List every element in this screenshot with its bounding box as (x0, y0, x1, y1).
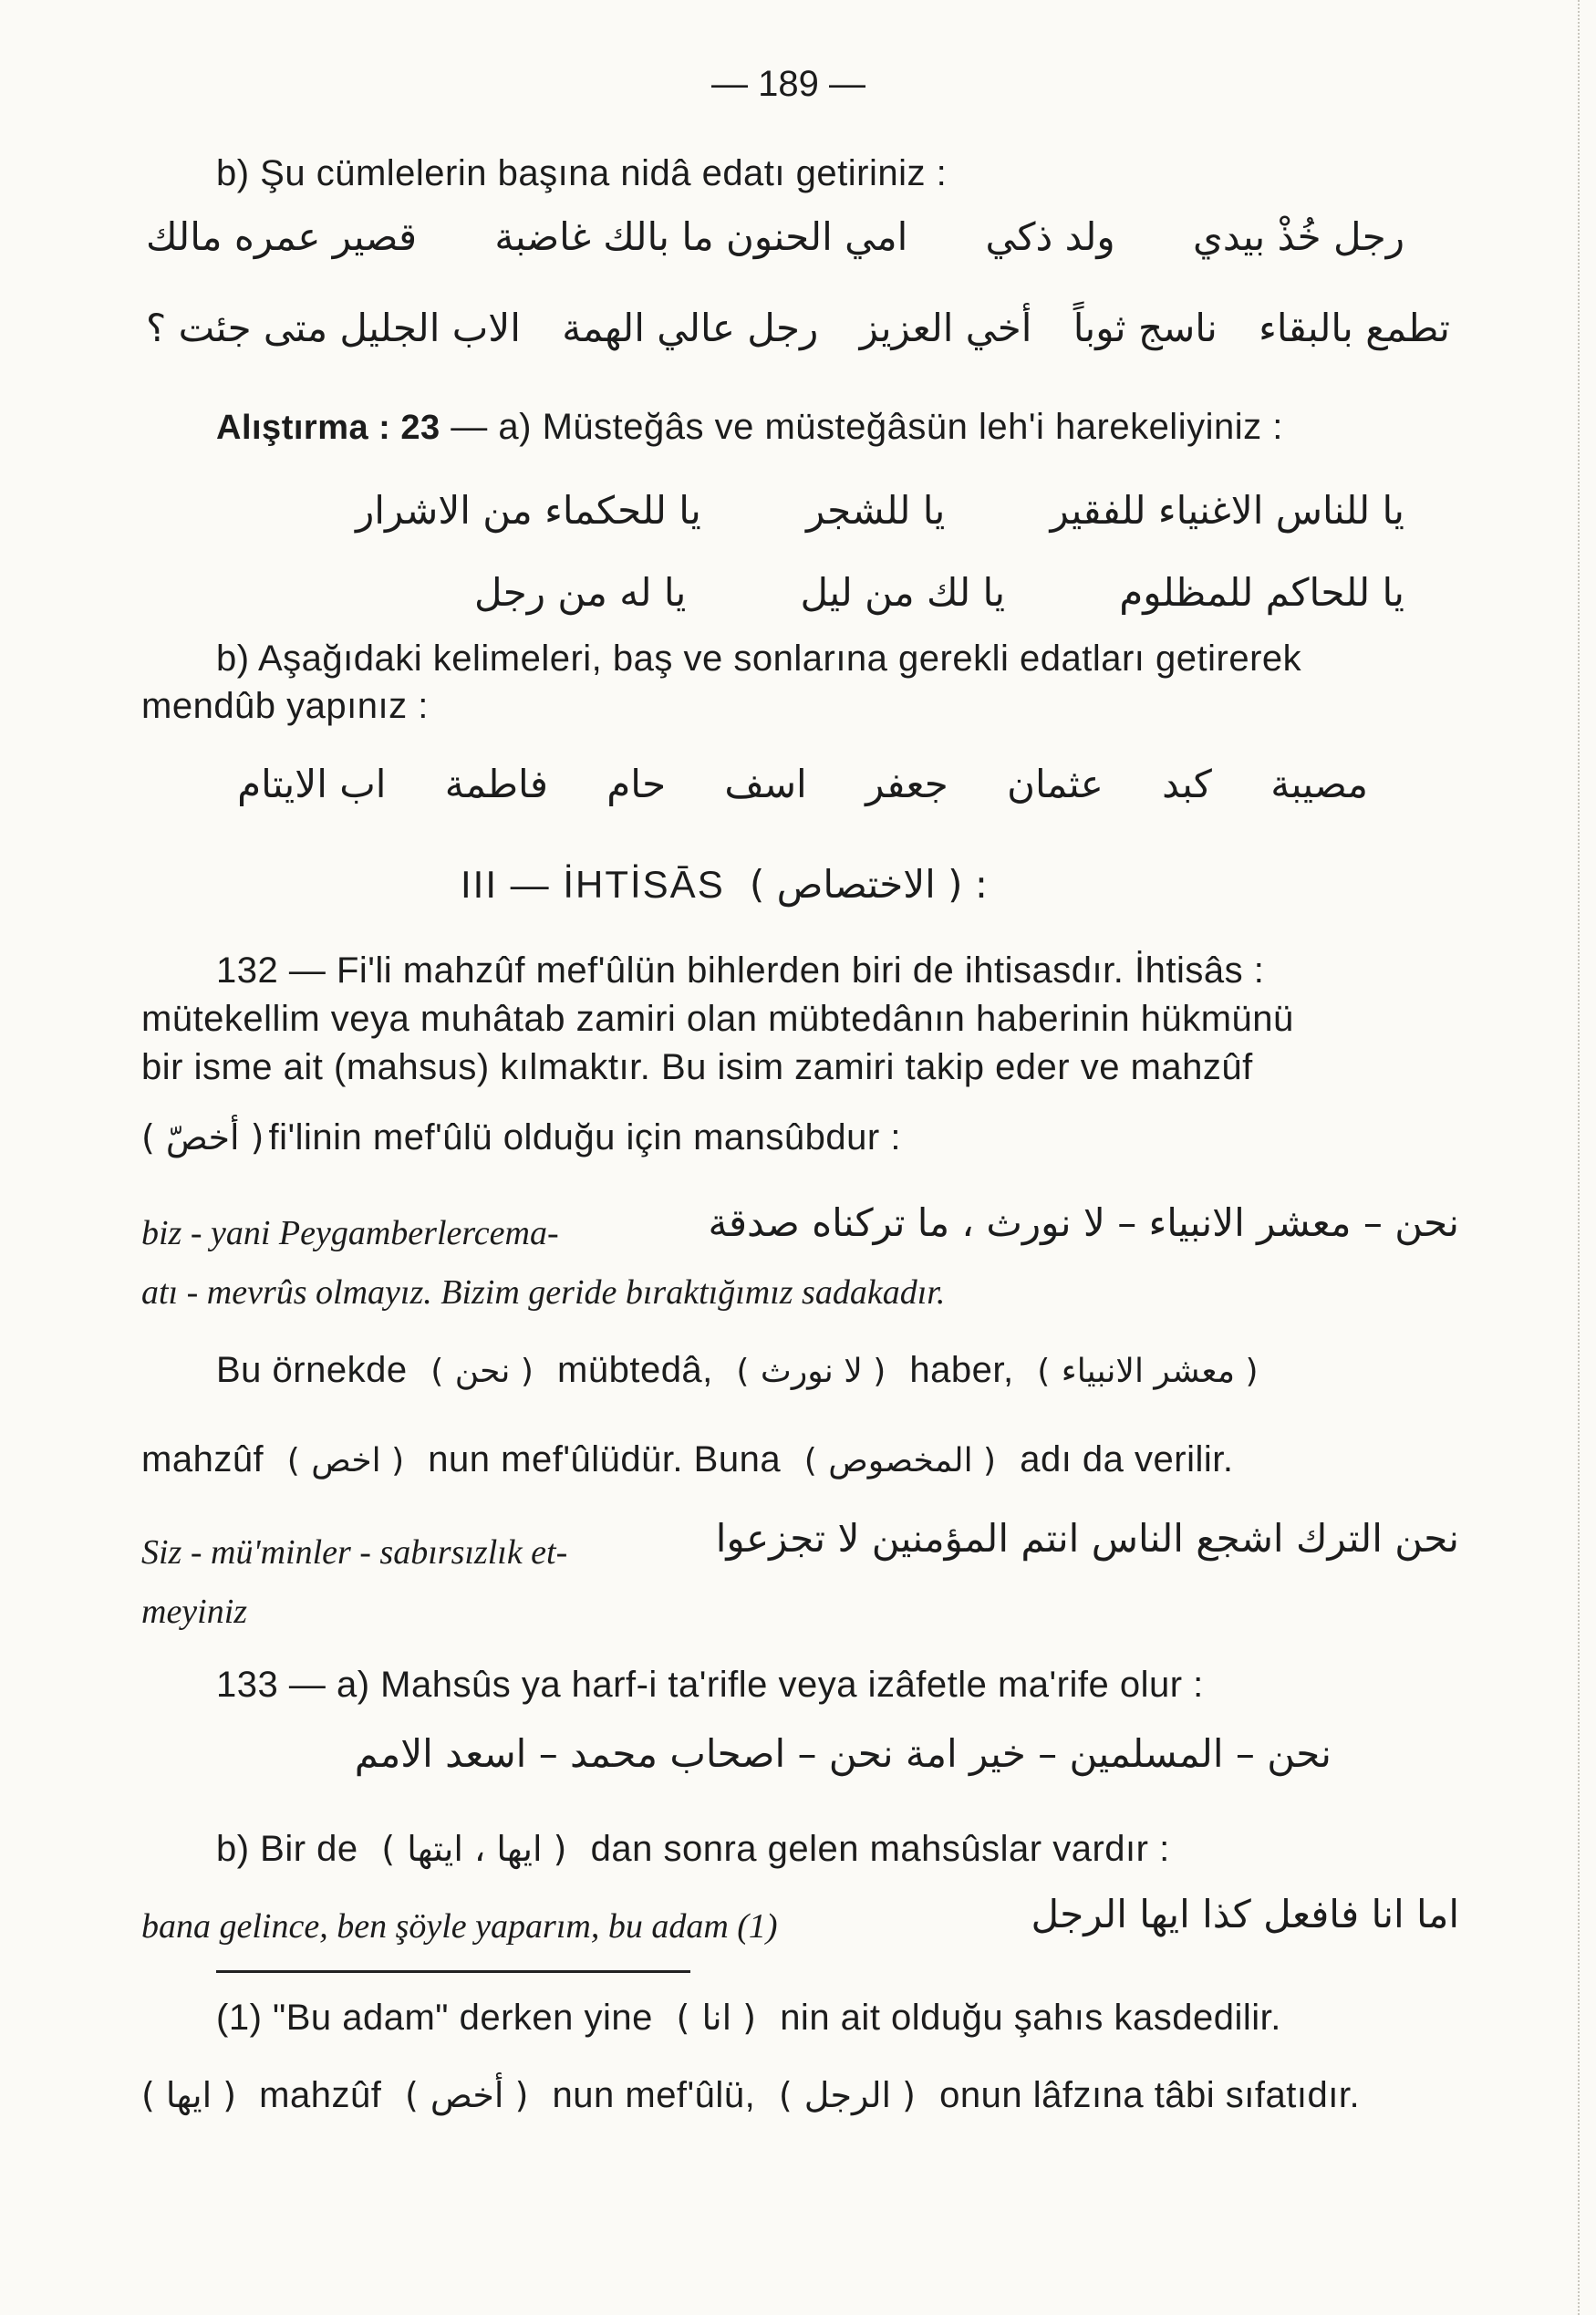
example-1-translation: biz - yani Peygamberlercema- (141, 1214, 559, 1252)
nida-row-2 (146, 306, 1450, 350)
example-3-arabic: اما انا فافعل كذا ايها الرجل (1031, 1892, 1459, 1936)
arabic-phrase: يا للشجر (806, 488, 946, 533)
mendub-words (237, 762, 1368, 806)
para-133-line-1: 133 — a) Mahsûs ya harf-i ta'rifle veya izâfetle ma'rife olur : (216, 1665, 1204, 1705)
example-3-translation: bana gelince, ben şöyle yaparım, bu adam (1) (141, 1907, 778, 1946)
text-run: mahzûf (259, 2075, 382, 2115)
text-run: nun mef'ûlüdür. Buna (428, 1439, 782, 1479)
arabic-word: عثمان (1007, 762, 1104, 806)
arabic-phrase: يا له من رجل (474, 570, 687, 615)
page-number: — 189 — (711, 64, 865, 104)
para-132-line-1: 132 — Fi'li mahzûf mef'ûlün bihlerden biri de ihtisasdır. İhtisâs : (216, 950, 1265, 991)
example-2-arabic: نحن الترك اشجع الناس انتم المؤمنين لا تجزعوا (715, 1516, 1459, 1561)
text-run: nin ait olduğu şahıs kasdedilir. (780, 1998, 1281, 2038)
arabic-word: اسف (724, 762, 807, 806)
exercise-23b-line-2: mendûb yapınız : (141, 686, 429, 726)
para-132-text: fi'linin mef'ûlü olduğu için mansûbdur : (268, 1117, 901, 1158)
text-run: dan sonra gelen mahsûslar vardır : (590, 1829, 1170, 1869)
text-run: nun mef'ûlü, (552, 2075, 756, 2115)
arabic-phrase: رجل خُذْ بيدي (1192, 214, 1404, 259)
text-run: mahzûf (141, 1439, 264, 1479)
example-2-translation: Siz - mü'minler - sabırsızlık et- (141, 1533, 568, 1572)
arabic-inline: ( معشر الانبياء ) (1037, 1353, 1259, 1390)
text-run: Bu örnekde (216, 1350, 408, 1390)
arabic-phrase: قصير عمره مالك (146, 214, 418, 259)
section-title: III — İHTİSĀS (461, 863, 725, 906)
text-run: mübtedâ, (557, 1350, 713, 1390)
arabic-phrase: رجل عالي الهمة (562, 306, 819, 350)
example-1-translation-cont: atı - mevrûs olmayız. Bizim geride bıraktığımız sadakadır. (141, 1273, 946, 1312)
arabic-phrase: تطمع بالبقاء (1259, 306, 1450, 350)
para-132-line-4 (141, 1117, 901, 1158)
exercise-b-instruction: b) Şu cümlelerin başına nidâ edatı getiriniz : (216, 153, 948, 193)
arabic-inline: ( الرجل ) (778, 2075, 917, 2115)
arabic-word: حام (606, 762, 667, 806)
mustegas-row-1 (356, 488, 1404, 533)
arabic-inline: ( المخصوص ) (803, 1442, 997, 1479)
section-arabic-title: ( الاختصاص ) : (749, 862, 989, 907)
footnote-divider (216, 1970, 690, 1973)
arabic-word: اب الايتام (237, 762, 387, 806)
mustegas-row-2 (474, 570, 1404, 615)
exercise-23-title: Alıştırma : 23 (216, 409, 440, 447)
section-heading (461, 862, 988, 907)
arabic-phrase: ولد ذكي (985, 214, 1115, 259)
arabic-phrase: أخي العزيز (859, 306, 1032, 350)
arabic-inline: ( لا نورث ) (736, 1353, 886, 1390)
arabic-phrase: يا لك من ليل (800, 570, 1006, 615)
arabic-phrase: يا للناس الاغنياء للفقير (1050, 488, 1404, 533)
para-133-arabic-examples: نحن – المسلمين – خير امة نحن – اصحاب محمد – اسعد الامم (354, 1731, 1332, 1776)
para-bu-line-2 (141, 1439, 1233, 1480)
exercise-23b-line-1: b) Aşağıdaki kelimeleri, baş ve sonlarına gerekli edatları getirerek (216, 638, 1302, 679)
arabic-inline: ( ايها ) (141, 2075, 237, 2115)
text-run: b) Bir de (216, 1829, 358, 1869)
para-132-line-3: bir isme ait (mahsus) kılmaktır. Bu isim zamiri takip eder ve mahzûf (141, 1047, 1253, 1087)
text-run: onun lâfzına tâbi sıfatıdır. (939, 2075, 1361, 2115)
arabic-word: فاطمة (444, 762, 548, 806)
exercise-23-line (216, 407, 1283, 448)
para-133-b-line (216, 1829, 1170, 1870)
footnote-line-1 (216, 1998, 1281, 2039)
arabic-word: جعفر (865, 762, 948, 806)
arabic-inline: ( ايها ، ايتها ) (381, 1829, 567, 1869)
arabic-phrase: يا للحاكم للمظلوم (1119, 570, 1404, 615)
arabic-inline: ( انا ) (676, 1998, 757, 2038)
arabic-inline: ( أخصّ ) (141, 1117, 264, 1158)
arabic-phrase: يا للحكماء من الاشرار (356, 488, 701, 533)
example-1-arabic: نحن – معشر الانبياء – لا نورث ، ما تركناه صدقة (708, 1200, 1459, 1245)
nida-row-1 (146, 214, 1404, 259)
page-edge (1576, 0, 1580, 2315)
arabic-phrase: امي الحنون ما بالك غاضبة (494, 214, 908, 259)
text-run: adı da verilir. (1020, 1439, 1234, 1479)
para-bu-line-1 (216, 1350, 1259, 1391)
text-run: (1) "Bu adam" derken yine (216, 1998, 653, 2038)
para-132-line-2: mütekellim veya muhâtab zamiri olan mübtedânın haberinin hükmünü (141, 999, 1294, 1039)
arabic-inline: ( أخص ) (404, 2075, 529, 2115)
footnote-line-2 (141, 2075, 1360, 2116)
text-run: haber, (909, 1350, 1014, 1390)
arabic-word: كبد (1162, 762, 1212, 806)
arabic-phrase: ناسج ثوباً (1073, 306, 1218, 350)
exercise-23-instruction: — a) Müsteğâs ve müsteğâsün leh'i harekeliyiniz : (451, 407, 1283, 447)
arabic-inline: ( اخص ) (286, 1442, 405, 1479)
arabic-inline: ( نحن ) (430, 1353, 534, 1390)
arabic-word: مصيبة (1270, 762, 1368, 806)
arabic-phrase: الاب الجليل متى جئت ؟ (146, 306, 521, 350)
example-2-translation-cont: meyiniz (141, 1593, 248, 1631)
